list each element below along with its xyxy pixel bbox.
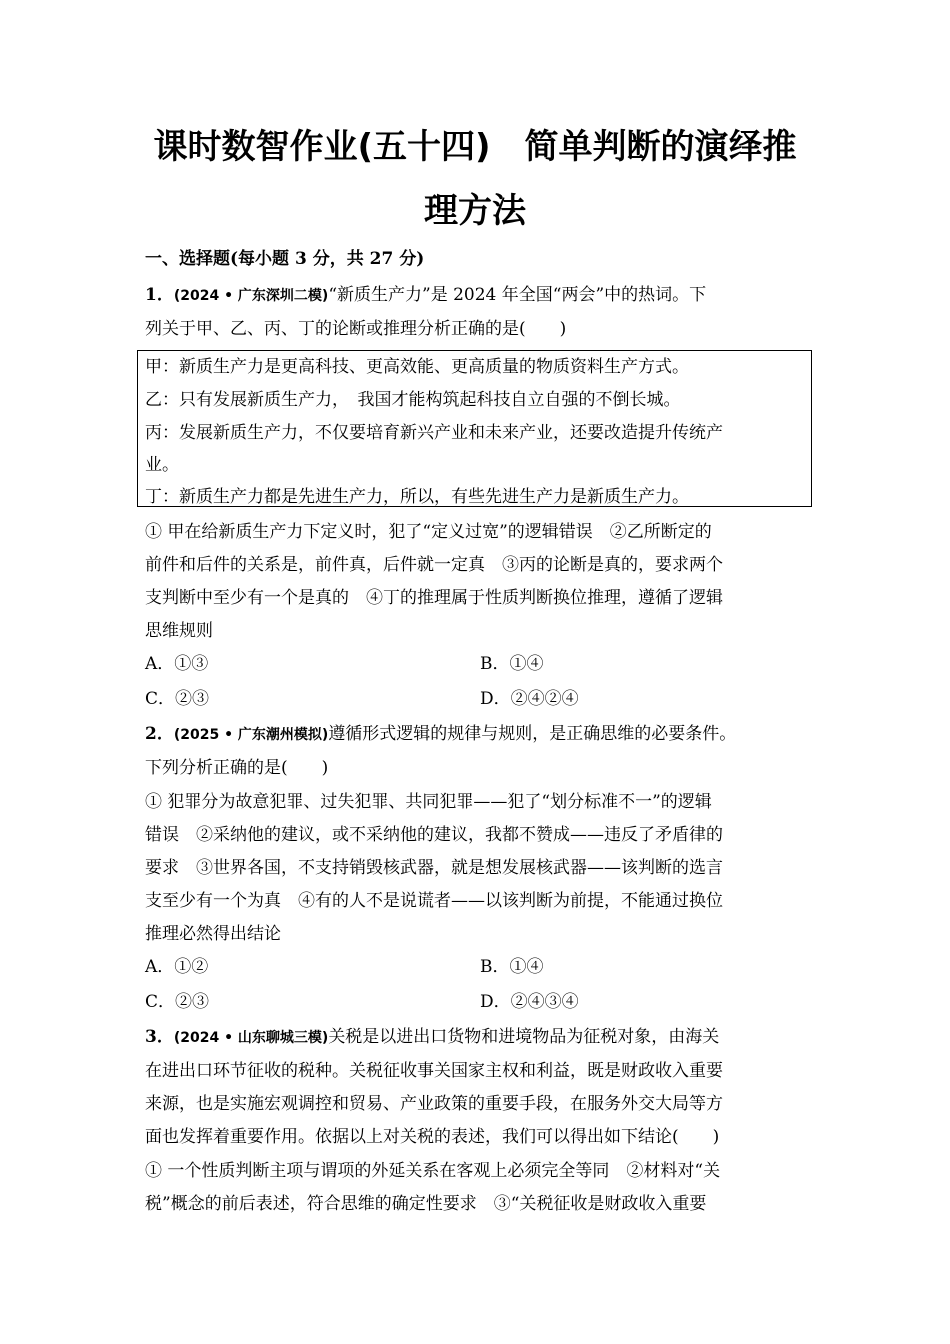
question-1-items-line-3: 支判断中至少有一个是真的 ④丁的推理属于性质判断换位推理，遵循了逻辑 bbox=[145, 588, 723, 608]
question-1-items-line-1: ① 甲在给新质生产力下定义时，犯了“定义过宽”的逻辑错误 ②乙所断定的 bbox=[145, 522, 712, 542]
question-3-stem-line-2: 在进出口环节征收的税种。关税征收事关国家主权和利益，既是财政收入重要 bbox=[145, 1061, 723, 1081]
question-2-stem-line-2: 下列分析正确的是( ) bbox=[145, 758, 329, 778]
question-1-source: (2024 • 广东深圳二模) bbox=[173, 288, 329, 304]
question-3-number: 3． bbox=[145, 1027, 174, 1047]
question-2-stem-line-1 bbox=[145, 722, 736, 747]
question-3-stem-line-1 bbox=[145, 1025, 719, 1050]
question-1-option-a: A．①③ bbox=[145, 654, 209, 674]
question-3-items-line-2: 税”概念的前后表述，符合思维的确定性要求 ③“关税征收是财政收入重要 bbox=[145, 1194, 707, 1214]
question-1-stem-line-1 bbox=[145, 283, 706, 308]
question-2-option-d: D．②④③④ bbox=[480, 992, 579, 1012]
page-title-continued: 理方法 bbox=[424, 191, 526, 231]
question-2-items-line-5: 推理必然得出结论 bbox=[145, 924, 281, 944]
question-3-source: (2024 • 山东聊城三模) bbox=[173, 1030, 329, 1046]
question-1-stem-text: “新质生产力”是 2024 年全国“两会”中的热词。下 bbox=[328, 285, 707, 305]
question-1-items-line-4: 思维规则 bbox=[145, 621, 213, 641]
question-2-option-b: B．①④ bbox=[480, 957, 544, 977]
question-1-items-line-2: 前件和后件的关系是，前件真，后件就一定真 ③丙的论断是真的，要求两个 bbox=[145, 555, 723, 575]
material-bing-continued: 业。 bbox=[145, 455, 179, 475]
question-2-items-line-3: 要求 ③世界各国，不支持销毁核武器，就是想发展核武器——该判断的选言 bbox=[145, 858, 723, 878]
question-3-items-line-1: ① 一个性质判断主项与谓项的外延关系在客观上必须完全等同 ②材料对“关 bbox=[145, 1161, 721, 1181]
material-bing: 丙：发展新质生产力，不仅要培育新兴产业和未来产业，还要改造提升传统产 bbox=[145, 423, 723, 443]
question-3-stem-line-4: 面也发挥着重要作用。依据以上对关税的表述，我们可以得出如下结论( ) bbox=[145, 1127, 720, 1147]
question-1-option-b: B．①④ bbox=[480, 654, 544, 674]
question-2-source: (2025 • 广东潮州模拟) bbox=[173, 727, 329, 743]
question-3-stem-line-3: 来源，也是实施宏观调控和贸易、产业政策的重要手段，在服务外交大局等方 bbox=[145, 1094, 723, 1114]
material-yi: 乙：只有发展新质生产力， 我国才能构筑起科技自立自强的不倒长城。 bbox=[145, 390, 681, 410]
question-1-option-d: D．②④②④ bbox=[480, 689, 579, 709]
section-heading: 一、选择题(每小题 3 分，共 27 分) bbox=[145, 249, 425, 269]
question-2-option-a: A．①② bbox=[145, 957, 209, 977]
question-2-option-c: C．②③ bbox=[145, 992, 210, 1012]
material-jia: 甲：新质生产力是更高科技、更高效能、更高质量的物质资料生产方式。 bbox=[145, 357, 689, 377]
question-2-number: 2． bbox=[145, 724, 174, 744]
question-2-items-line-2: 错误 ②采纳他的建议，或不采纳他的建议，我都不赞成——违反了矛盾律的 bbox=[145, 825, 723, 845]
question-1-number: 1． bbox=[145, 285, 174, 305]
question-2-items-line-1: ① 犯罪分为故意犯罪、过失犯罪、共同犯罪——犯了“划分标准不一”的逻辑 bbox=[145, 792, 712, 812]
question-2-stem-text: 遵循形式逻辑的规律与规则，是正确思维的必要条件。 bbox=[328, 724, 737, 744]
material-ding: 丁：新质生产力都是先进生产力，所以，有些先进生产力是新质生产力。 bbox=[145, 487, 689, 507]
question-3-stem-text: 关税是以进出口货物和进境物品为征税对象，由海关 bbox=[328, 1027, 720, 1047]
question-1-option-c: C．②③ bbox=[145, 689, 210, 709]
page-title: 课时数智作业(五十四) 简单判断的演绎推 bbox=[153, 127, 797, 167]
question-1-stem-line-2: 列关于甲、乙、丙、丁的论断或推理分析正确的是( ) bbox=[145, 319, 567, 339]
question-2-items-line-4: 支至少有一个为真 ④有的人不是说谎者——以该判断为前提，不能通过换位 bbox=[145, 891, 723, 911]
